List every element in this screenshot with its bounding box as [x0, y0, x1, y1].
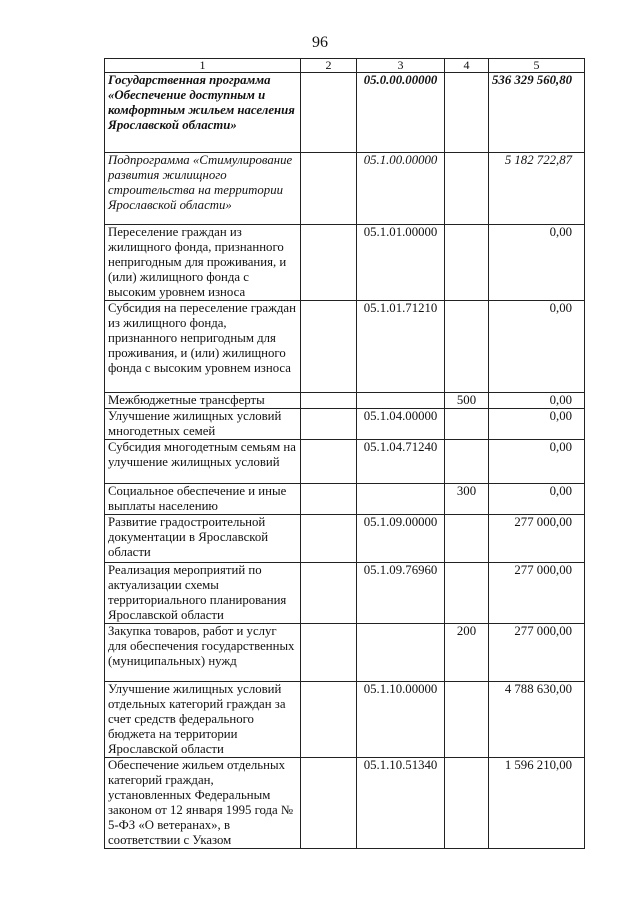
row-kvr-cell [445, 409, 489, 440]
row-code-cell: 05.1.09.00000 [357, 515, 445, 563]
row-col2-cell [301, 758, 357, 849]
table-header-row [105, 59, 585, 73]
row-code-cell: 05.1.01.71210 [357, 301, 445, 393]
row-amount-cell: 536 329 560,80 [489, 73, 585, 153]
row-col2-cell [301, 409, 357, 440]
row-col2-cell [301, 484, 357, 515]
row-name-cell: Реализация мероприятий по актуализации схемы территориального планирования Ярославской области [105, 563, 301, 624]
row-code-cell: 05.1.04.00000 [357, 409, 445, 440]
table-row [105, 153, 585, 225]
row-name-cell: Межбюджетные трансферты [105, 393, 301, 409]
row-name-cell: Переселение граждан из жилищного фонда, признанного непригодным для проживания, и (или) жилищного фонда с высоким уровнем износа [105, 225, 301, 301]
row-name-cell: Обеспечение жильем отдельных категорий граждан, установленных Федеральным законом от 12 января 1995 года № 5-ФЗ «О ветеранах», в соответствии с Указом [105, 758, 301, 849]
row-col2-cell [301, 73, 357, 153]
table-row [105, 484, 585, 515]
row-col2-cell [301, 153, 357, 225]
row-code-cell: 05.1.00.00000 [357, 153, 445, 225]
row-code-cell: 05.0.00.00000 [357, 73, 445, 153]
table-row [105, 440, 585, 484]
table-row [105, 225, 585, 301]
row-col2-cell [301, 682, 357, 758]
column-header: 5 [489, 59, 585, 73]
row-amount-cell: 4 788 630,00 [489, 682, 585, 758]
row-col2-cell [301, 393, 357, 409]
row-code-cell: 05.1.10.51340 [357, 758, 445, 849]
row-name-cell: Субсидия на переселение граждан из жилищного фонда, признанного непригодным для проживания, и (или) жилищного фонда с высоким уровнем износа [105, 301, 301, 393]
row-name-cell: Закупка товаров, работ и услуг для обеспечения государственных (муниципальных) нужд [105, 624, 301, 682]
row-kvr-cell [445, 153, 489, 225]
row-name-cell: Государственная программа «Обеспечение доступным и комфортным жильем населения Ярославской области» [105, 73, 301, 153]
row-col2-cell [301, 225, 357, 301]
column-header: 1 [105, 59, 301, 73]
column-header: 4 [445, 59, 489, 73]
row-code-cell: 05.1.10.00000 [357, 682, 445, 758]
row-kvr-cell [445, 758, 489, 849]
row-code-cell [357, 393, 445, 409]
row-code-cell [357, 484, 445, 515]
page-number: 96 [312, 34, 328, 51]
row-amount-cell: 277 000,00 [489, 624, 585, 682]
table-row [105, 563, 585, 624]
row-kvr-cell [445, 440, 489, 484]
column-header: 3 [357, 59, 445, 73]
row-kvr-cell [445, 563, 489, 624]
table-row [105, 758, 585, 849]
row-kvr-cell [445, 225, 489, 301]
table-row [105, 73, 585, 153]
row-name-cell: Улучшение жилищных условий многодетных семей [105, 409, 301, 440]
row-kvr-cell [445, 301, 489, 393]
row-kvr-cell [445, 682, 489, 758]
row-col2-cell [301, 563, 357, 624]
row-amount-cell: 0,00 [489, 484, 585, 515]
table-row [105, 393, 585, 409]
row-code-cell: 05.1.09.76960 [357, 563, 445, 624]
row-amount-cell: 0,00 [489, 393, 585, 409]
table-row [105, 682, 585, 758]
table-row [105, 515, 585, 563]
row-amount-cell: 1 596 210,00 [489, 758, 585, 849]
row-code-cell: 05.1.04.71240 [357, 440, 445, 484]
row-amount-cell: 277 000,00 [489, 563, 585, 624]
row-amount-cell: 0,00 [489, 440, 585, 484]
row-col2-cell [301, 515, 357, 563]
row-name-cell: Улучшение жилищных условий отдельных категорий граждан за счет средств федерального бюджета на территории Ярославской области [105, 682, 301, 758]
row-col2-cell [301, 301, 357, 393]
row-code-cell [357, 624, 445, 682]
table-row [105, 409, 585, 440]
row-code-cell: 05.1.01.00000 [357, 225, 445, 301]
row-kvr-cell [445, 515, 489, 563]
row-name-cell: Развитие градостроительной документации в Ярославской области [105, 515, 301, 563]
row-amount-cell: 5 182 722,87 [489, 153, 585, 225]
row-amount-cell: 0,00 [489, 409, 585, 440]
table-row [105, 624, 585, 682]
budget-table [104, 58, 585, 849]
row-kvr-cell: 200 [445, 624, 489, 682]
row-amount-cell: 0,00 [489, 225, 585, 301]
row-kvr-cell: 500 [445, 393, 489, 409]
row-name-cell: Социальное обеспечение и иные выплаты населению [105, 484, 301, 515]
row-amount-cell: 277 000,00 [489, 515, 585, 563]
row-name-cell: Подпрограмма «Стимулирование развития жилищного строительства на территории Ярославской области» [105, 153, 301, 225]
row-kvr-cell [445, 73, 489, 153]
row-name-cell: Субсидия многодетным семьям на улучшение жилищных условий [105, 440, 301, 484]
table-row [105, 301, 585, 393]
row-amount-cell: 0,00 [489, 301, 585, 393]
column-header: 2 [301, 59, 357, 73]
row-col2-cell [301, 440, 357, 484]
row-col2-cell [301, 624, 357, 682]
row-kvr-cell: 300 [445, 484, 489, 515]
